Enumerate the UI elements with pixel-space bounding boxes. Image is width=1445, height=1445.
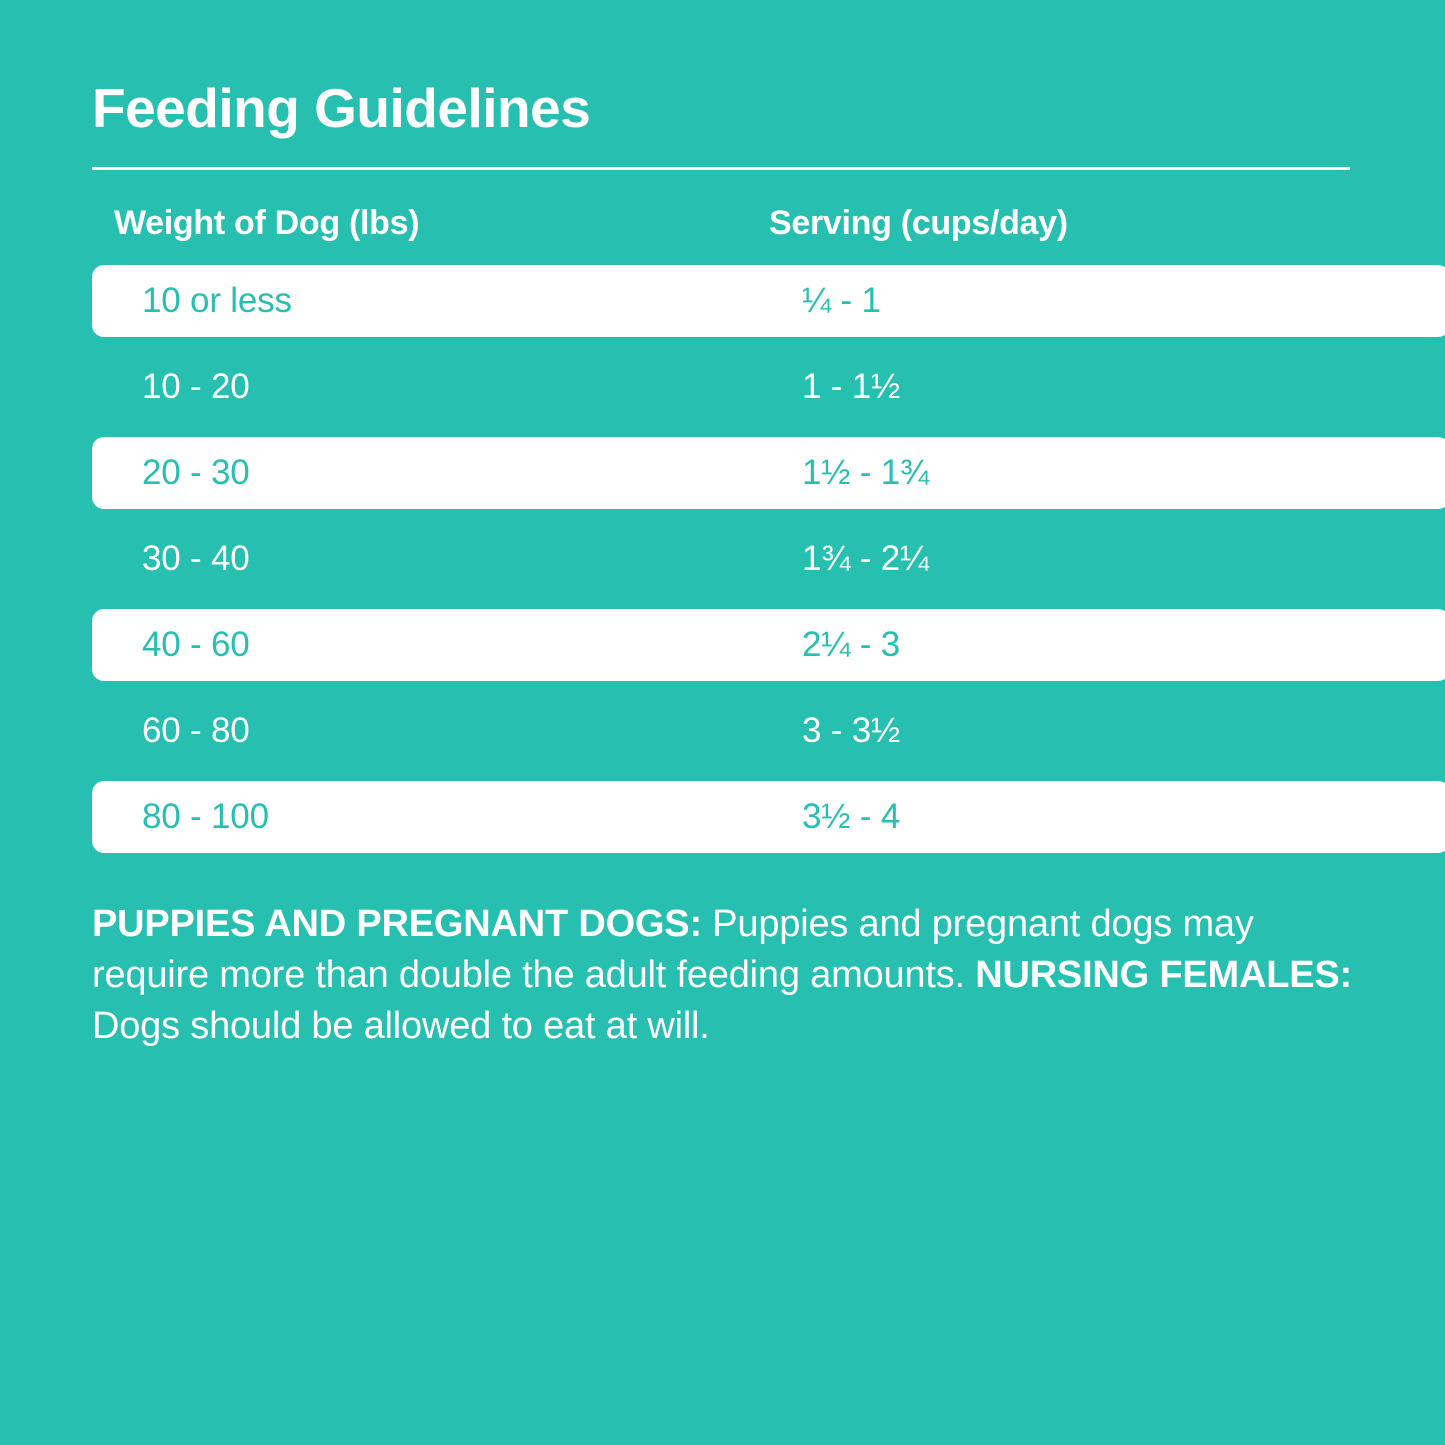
table-row [92, 609, 1445, 681]
table-row [92, 437, 1445, 509]
table-row [92, 265, 1445, 337]
column-header-weight: Weight of Dog (lbs) [114, 203, 420, 242]
note-label-puppies: PUPPIES AND PREGNANT DOGS: [92, 902, 702, 945]
title-divider [92, 167, 1350, 170]
cell-serving: 3½ - 4 [802, 797, 901, 836]
page-title: Feeding Guidelines [92, 77, 591, 139]
cell-serving: 1 - 1½ [802, 367, 901, 406]
column-header-serving: Serving (cups/day) [769, 203, 1068, 242]
cell-weight: 20 - 30 [142, 453, 250, 492]
table-row [92, 695, 1445, 767]
table-row [92, 351, 1445, 423]
cell-serving: ¼ - 1 [802, 281, 881, 320]
cell-weight: 10 - 20 [142, 367, 250, 406]
note-label-nursing: NURSING FEMALES: [975, 953, 1353, 996]
feeding-table [92, 265, 1445, 853]
cell-weight: 40 - 60 [142, 625, 250, 664]
cell-serving: 1½ - 1¾ [802, 453, 930, 492]
cell-serving: 2¼ - 3 [802, 625, 901, 664]
cell-weight: 80 - 100 [142, 797, 269, 836]
cell-weight: 60 - 80 [142, 711, 250, 750]
table-row [92, 781, 1445, 853]
cell-weight: 10 or less [142, 281, 292, 320]
cell-weight: 30 - 40 [142, 539, 250, 578]
note-text-puppies: Puppies and pregnant dogs may require more than double the adult feeding amounts. [92, 902, 1254, 996]
feeding-note [92, 899, 1372, 1053]
note-text-nursing: Dogs should be allowed to eat at will. [92, 1005, 710, 1048]
cell-serving: 3 - 3½ [802, 711, 901, 750]
table-row [92, 523, 1445, 595]
cell-serving: 1¾ - 2¼ [802, 539, 930, 578]
table-header-row [92, 204, 1353, 243]
